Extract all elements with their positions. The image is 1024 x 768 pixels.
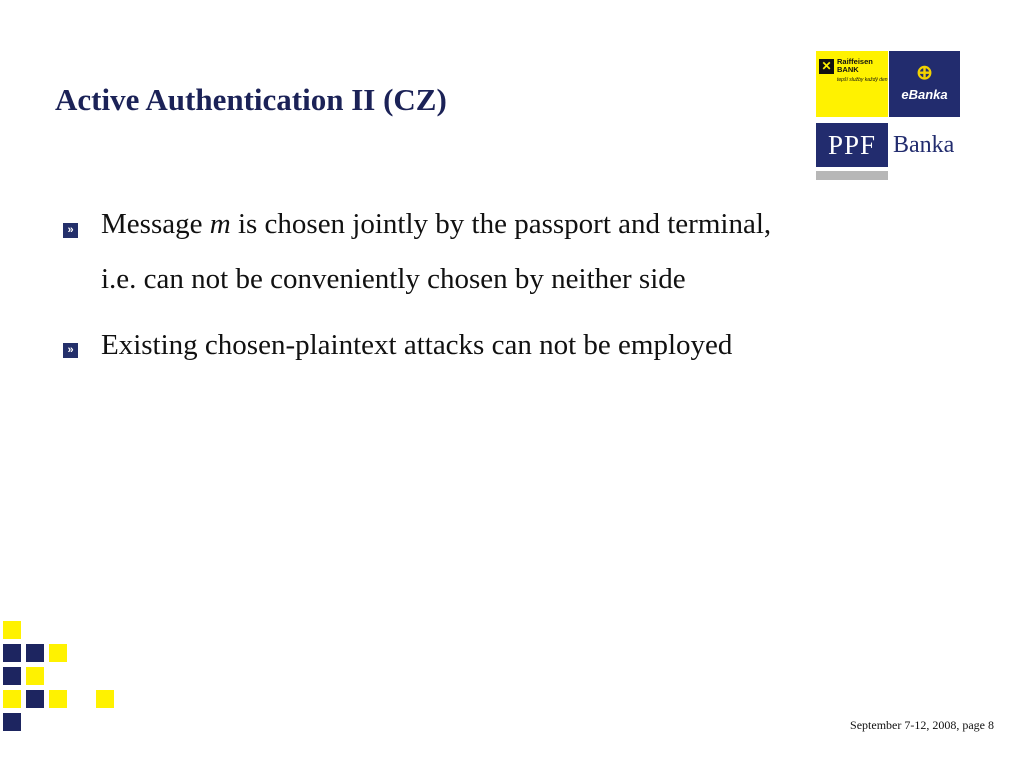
decorative-square [3,713,21,731]
decorative-square [3,644,21,662]
raiffeisen-tagline: tepší služby každý den [837,77,888,83]
ebanka-name: eBanka [901,87,948,102]
bullet-text-continuation: i.e. can not be conveniently chosen by neither side [101,263,686,295]
bullet-text-before: Message [101,208,210,240]
decorative-square [49,690,67,708]
ebanka-symbol-icon: ⊕ [916,62,933,84]
decorative-square [3,690,21,708]
double-chevron-right-icon: » [63,343,78,358]
ebanka-logo [889,51,960,117]
ppf-abbr: PPF [816,123,888,167]
bullet-text-emphasis: m [209,208,231,240]
decorative-square [26,667,44,685]
bullet-text: Existing chosen-plaintext attacks can not be employed [101,329,733,361]
decorative-square [26,690,44,708]
ppf-name: Banka [893,132,955,158]
decorative-square [3,667,21,685]
raiffeisen-name: Raiffeisen BANK [837,57,873,74]
decorative-square [3,621,21,639]
bullet-text-after: is chosen jointly by the passport and terminal, [230,208,772,240]
raiffeisen-cross-icon: ✕ [819,59,834,74]
decorative-square [26,644,44,662]
slide-footer: September 7-12, 2008, page 8 [850,718,994,732]
raiffeisen-bank-logo [816,51,888,117]
decorative-square [49,644,67,662]
bullet-text-line [101,197,771,251]
decorative-square [96,690,114,708]
ppf-banka-logo [816,123,960,181]
double-chevron-right-icon: » [63,223,78,238]
ppf-underline-bar [816,171,888,180]
slide-title: Active Authentication II (CZ) [55,82,447,117]
